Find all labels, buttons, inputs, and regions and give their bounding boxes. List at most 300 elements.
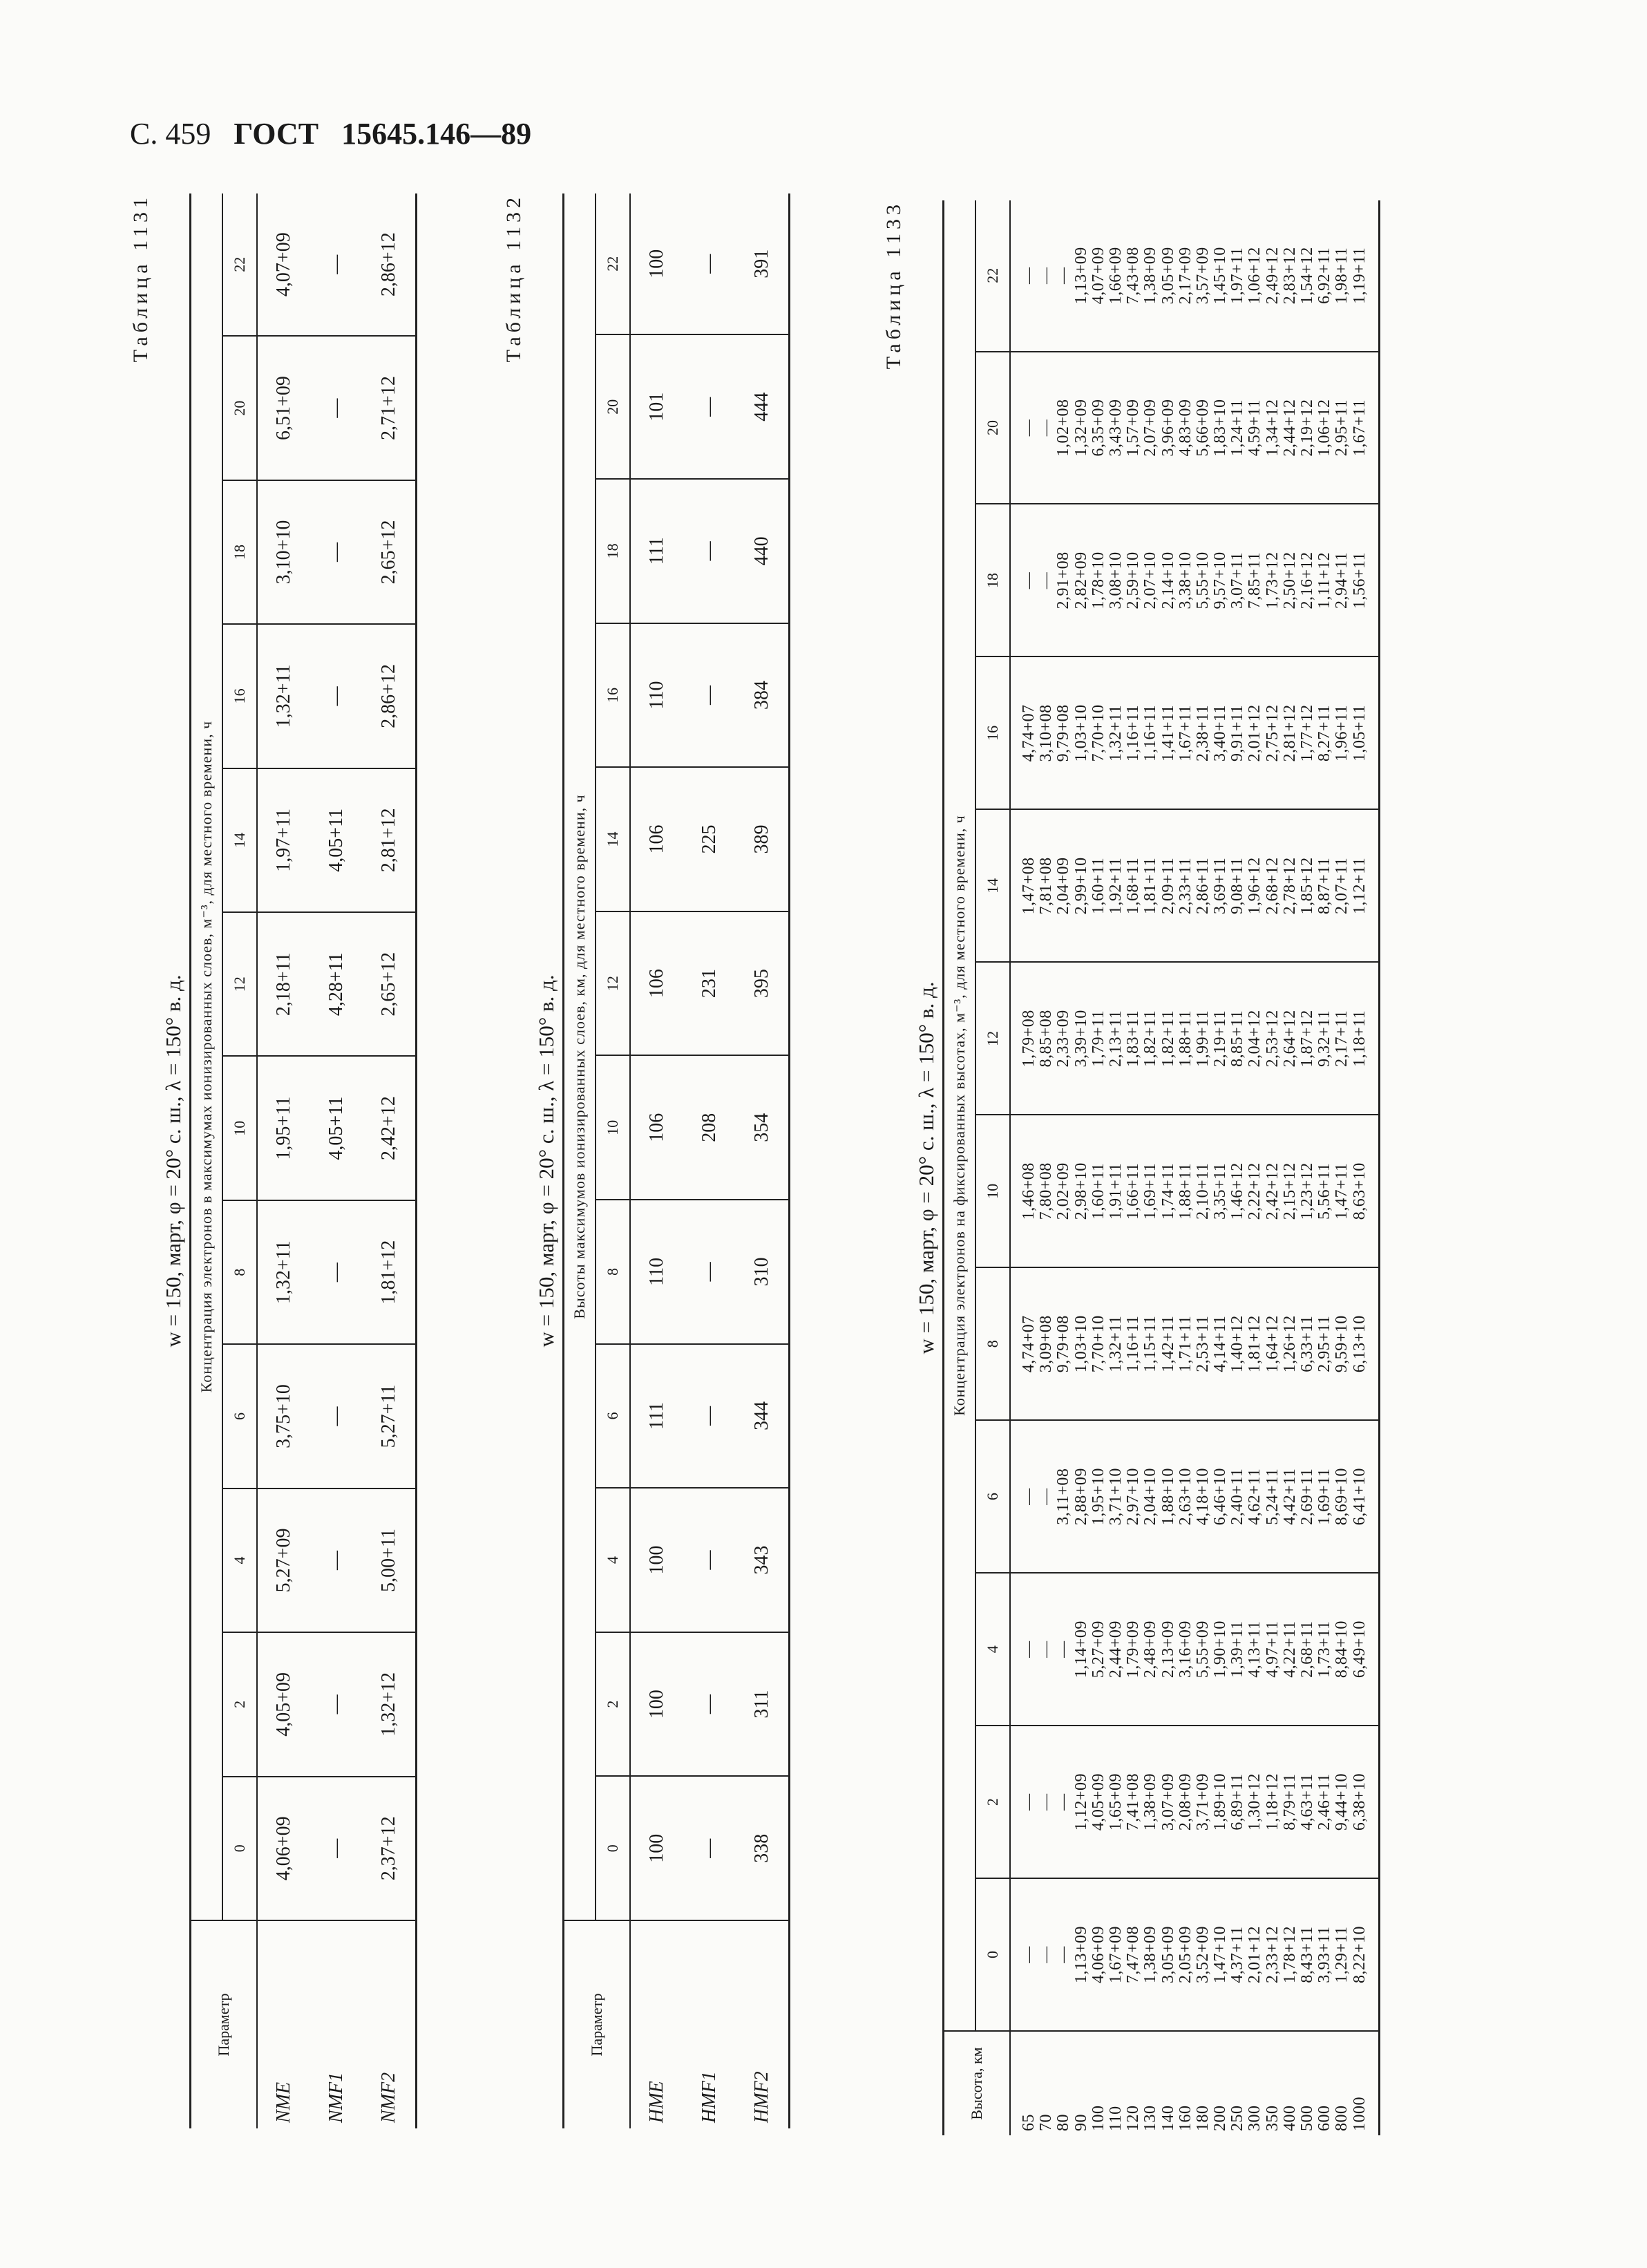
hour-header: 14 bbox=[222, 768, 257, 912]
table-cell: 6,51+09 bbox=[257, 336, 310, 480]
table-cell: 100 bbox=[630, 1488, 683, 1632]
table-cell: 1,69+11 bbox=[1141, 1162, 1160, 1220]
hour-header: 22 bbox=[975, 200, 1010, 352]
table-cell: 2,04+10 bbox=[1141, 1468, 1160, 1526]
table-cell: 2,17+09 bbox=[1176, 247, 1194, 305]
value-stack bbox=[1011, 504, 1378, 656]
hour-column bbox=[1010, 200, 1379, 352]
hour-header: 18 bbox=[975, 504, 1010, 656]
table-cell: 2,88+09 bbox=[1072, 1468, 1090, 1526]
table-cell: 2,59+10 bbox=[1124, 551, 1143, 609]
hour-column bbox=[1010, 1115, 1379, 1267]
hour-header: 0 bbox=[596, 1776, 630, 1920]
value-stack bbox=[1011, 200, 1378, 351]
page-number: С. 459 bbox=[130, 117, 211, 151]
table-cell: 1,46+08 bbox=[1020, 1162, 1038, 1220]
table-cell: 4,05+11 bbox=[310, 768, 363, 912]
height-value: 65 bbox=[1020, 2114, 1038, 2131]
height-value: 100 bbox=[1089, 2105, 1107, 2131]
table-cell: 3,05+09 bbox=[1159, 1926, 1177, 1984]
table-cell: 1,30+12 bbox=[1246, 1773, 1264, 1831]
table-cell: 1,41+11 bbox=[1159, 704, 1177, 762]
table-cell: 5,66+09 bbox=[1193, 399, 1212, 457]
table-cell: 310 bbox=[736, 1200, 790, 1344]
table-cell: 1,83+11 bbox=[1124, 1010, 1143, 1067]
height-value: 200 bbox=[1211, 2105, 1230, 2131]
hour-column bbox=[1010, 1573, 1379, 1726]
table-cell: 3,69+11 bbox=[1211, 857, 1230, 914]
table-cell: — bbox=[1037, 419, 1056, 437]
table-cell: 1,32+09 bbox=[1072, 399, 1090, 457]
table-cell: 1,79+08 bbox=[1020, 1010, 1038, 1068]
height-value: 1000 bbox=[1350, 2097, 1369, 2131]
table-cell: 3,10+08 bbox=[1037, 704, 1056, 762]
table-cell: 2,95+11 bbox=[1315, 1315, 1334, 1372]
hour-header: 18 bbox=[596, 479, 630, 623]
table-cell: 2,09+11 bbox=[1159, 857, 1177, 914]
table-cell: 8,43+11 bbox=[1298, 1926, 1316, 1983]
table-cell: — bbox=[310, 1777, 363, 1920]
table-cell: 7,41+08 bbox=[1124, 1773, 1143, 1831]
hour-header: 8 bbox=[222, 1200, 257, 1344]
table-cell: 3,71+09 bbox=[1193, 1773, 1212, 1831]
table-cell: 2,01+12 bbox=[1246, 704, 1264, 762]
table-row bbox=[310, 193, 363, 2128]
table-cell: 1,60+11 bbox=[1089, 857, 1107, 914]
height-value: 500 bbox=[1298, 2105, 1316, 2131]
table-cell: 231 bbox=[683, 911, 736, 1056]
table-cell: 1,71+11 bbox=[1176, 1315, 1194, 1372]
height-value: 140 bbox=[1159, 2105, 1177, 2131]
table-row bbox=[683, 193, 736, 2128]
table-cell: 1,95+11 bbox=[257, 1056, 310, 1200]
table-cell: 8,27+11 bbox=[1315, 704, 1334, 762]
table-caption: Таблица 1132 bbox=[502, 193, 525, 363]
table-cell: 1,67+09 bbox=[1106, 1926, 1125, 1984]
table-cell: 9,79+08 bbox=[1054, 1315, 1073, 1373]
table-cell: 7,81+08 bbox=[1037, 857, 1056, 915]
table-cell: 9,79+08 bbox=[1054, 704, 1073, 762]
table-cell: 1,88+11 bbox=[1176, 1010, 1194, 1067]
table-cell: — bbox=[1054, 1641, 1073, 1658]
table-cell: 2,18+11 bbox=[257, 912, 310, 1056]
table-cell: — bbox=[1020, 1641, 1038, 1658]
table-cell: 2,49+12 bbox=[1263, 247, 1282, 305]
height-value: 120 bbox=[1124, 2105, 1143, 2131]
table-cell: — bbox=[1020, 1488, 1038, 1505]
table-cell: 6,41+10 bbox=[1350, 1468, 1369, 1526]
table-cell: 2,48+09 bbox=[1141, 1620, 1160, 1679]
table-cell: — bbox=[683, 479, 736, 623]
table-cell: 1,03+10 bbox=[1072, 1315, 1090, 1373]
table-cell: 4,74+07 bbox=[1020, 704, 1038, 762]
table-cell: — bbox=[683, 1344, 736, 1489]
table-cell: 4,83+09 bbox=[1176, 399, 1194, 457]
table-cell: 2,19+12 bbox=[1298, 399, 1316, 457]
table-cell: 2,91+08 bbox=[1054, 551, 1073, 609]
table-cell: 2,50+12 bbox=[1280, 551, 1299, 609]
hour-column bbox=[1010, 656, 1379, 809]
table-cell: — bbox=[1037, 1946, 1056, 1963]
table-cell: 9,44+10 bbox=[1333, 1773, 1351, 1831]
table-cell: 6,13+10 bbox=[1350, 1315, 1369, 1373]
table-cell: 9,32+11 bbox=[1315, 1010, 1334, 1067]
table-cell: 2,65+12 bbox=[363, 480, 417, 624]
hour-header: 20 bbox=[222, 336, 257, 480]
page-header bbox=[130, 116, 546, 151]
table-cell: — bbox=[1054, 1793, 1073, 1811]
table-row bbox=[736, 193, 790, 2128]
table-cell: 1,03+10 bbox=[1072, 704, 1090, 762]
table-1133-block bbox=[877, 200, 1380, 2135]
param-name: NME bbox=[273, 2081, 294, 2123]
table-cell: 4,42+11 bbox=[1280, 1468, 1299, 1525]
height-value: 130 bbox=[1141, 2105, 1160, 2131]
value-stack bbox=[1011, 1115, 1378, 1267]
table-cell: 3,52+09 bbox=[1193, 1926, 1212, 1984]
table-cell: 1,57+09 bbox=[1124, 399, 1143, 457]
table-cell: 1,46+12 bbox=[1228, 1162, 1247, 1220]
table-cell: 1,96+11 bbox=[1333, 704, 1351, 762]
table-cell: 1,79+09 bbox=[1124, 1620, 1143, 1679]
table-cell: 1,24+11 bbox=[1228, 399, 1247, 457]
hour-header: 0 bbox=[975, 1878, 1010, 2031]
hour-column bbox=[1010, 352, 1379, 504]
table-cell: 2,82+09 bbox=[1072, 551, 1090, 609]
table-cell: 4,59+11 bbox=[1246, 399, 1264, 457]
table-cell: — bbox=[683, 1488, 736, 1632]
height-value: 80 bbox=[1054, 2114, 1073, 2131]
table-cell: 2,02+09 bbox=[1054, 1162, 1073, 1220]
table-cell: 2,08+09 bbox=[1176, 1773, 1194, 1831]
table-cell: 106 bbox=[630, 911, 683, 1056]
table-cell: 2,13+11 bbox=[1106, 1010, 1125, 1067]
table-cell: 1,06+12 bbox=[1246, 247, 1264, 305]
table-cell: 1,12+11 bbox=[1350, 857, 1369, 914]
table-cell: 1,54+12 bbox=[1298, 247, 1316, 305]
table-cell: 4,37+11 bbox=[1228, 1926, 1247, 1983]
table-cell: 2,33+12 bbox=[1263, 1926, 1282, 1984]
table-cell: — bbox=[310, 336, 363, 480]
table-cell: 440 bbox=[736, 479, 790, 623]
value-stack bbox=[1011, 352, 1378, 504]
table-cell: 4,97+11 bbox=[1263, 1620, 1282, 1678]
table-cell: 3,57+09 bbox=[1193, 247, 1212, 305]
table-cell: 4,22+11 bbox=[1280, 1620, 1299, 1678]
value-stack bbox=[1011, 1574, 1378, 1725]
table-cell: 3,43+09 bbox=[1106, 399, 1125, 457]
table-cell: 1,81+12 bbox=[1246, 1315, 1264, 1373]
table-cell: 1,32+11 bbox=[257, 624, 310, 768]
table-cell: — bbox=[1020, 267, 1038, 285]
table-cell: 1,18+11 bbox=[1350, 1010, 1369, 1067]
table-cell: 3,40+11 bbox=[1211, 704, 1230, 762]
hour-column bbox=[1010, 1420, 1379, 1573]
table-cell: 2,64+12 bbox=[1280, 1010, 1299, 1068]
table-cell: 2,44+12 bbox=[1280, 399, 1299, 457]
hour-header: 8 bbox=[596, 1200, 630, 1344]
table-cell: — bbox=[683, 623, 736, 768]
table-cell: 1,89+10 bbox=[1211, 1773, 1230, 1831]
table-cell: 2,65+12 bbox=[363, 912, 417, 1056]
table-cell: 2,98+10 bbox=[1072, 1162, 1090, 1220]
table-cell: 8,22+10 bbox=[1350, 1926, 1369, 1984]
table-cell: — bbox=[683, 1632, 736, 1777]
table-cell: 1,96+12 bbox=[1246, 857, 1264, 915]
table-cell: — bbox=[310, 1344, 363, 1488]
hour-header: 16 bbox=[222, 624, 257, 768]
table-cell: — bbox=[1020, 571, 1038, 589]
table-cell: 3,09+08 bbox=[1037, 1315, 1056, 1373]
param-name: HMF2 bbox=[751, 2071, 772, 2123]
table-cell: 6,92+11 bbox=[1315, 247, 1334, 304]
table-cell: 4,14+11 bbox=[1211, 1315, 1230, 1372]
table-cell: 6,33+11 bbox=[1298, 1315, 1316, 1372]
table-cell: 7,47+08 bbox=[1124, 1926, 1143, 1984]
hour-header: 14 bbox=[975, 809, 1010, 962]
table-cell: 3,07+11 bbox=[1228, 551, 1247, 609]
table-cell: 4,28+11 bbox=[310, 912, 363, 1056]
height-value: 600 bbox=[1315, 2105, 1334, 2131]
table-cell: 1,78+12 bbox=[1280, 1926, 1299, 1984]
hour-header: 18 bbox=[222, 480, 257, 624]
table-cell: 106 bbox=[630, 1055, 683, 1200]
table-cell: 343 bbox=[736, 1488, 790, 1632]
table-cell: 3,39+10 bbox=[1072, 1010, 1090, 1068]
table-cell: 5,27+11 bbox=[363, 1344, 417, 1488]
table-cell: 1,32+11 bbox=[1106, 704, 1125, 762]
table-cell: 1,16+11 bbox=[1141, 704, 1160, 762]
hour-header: 10 bbox=[975, 1115, 1010, 1267]
table-cell: 9,57+10 bbox=[1211, 551, 1230, 609]
table-cell: 1,85+12 bbox=[1298, 857, 1316, 915]
table-cell: 3,10+10 bbox=[257, 480, 310, 624]
value-stack bbox=[1011, 810, 1378, 961]
table-cell: 344 bbox=[736, 1344, 790, 1489]
param-name: NMF1 bbox=[325, 2072, 347, 2123]
table-cell: 1,11+12 bbox=[1315, 551, 1334, 609]
table-cell: 8,85+11 bbox=[1228, 1010, 1247, 1067]
height-header: Высота, км bbox=[944, 2031, 1011, 2135]
table-cell: 6,89+11 bbox=[1228, 1773, 1247, 1831]
table-cell: 1,66+11 bbox=[1124, 1162, 1143, 1220]
table-cell: 8,84+10 bbox=[1333, 1620, 1351, 1679]
table-cell: 391 bbox=[736, 193, 790, 334]
table-cell: 1,32+12 bbox=[363, 1632, 417, 1776]
value-stack bbox=[1011, 1879, 1378, 2030]
table-cell: 2,16+12 bbox=[1298, 551, 1316, 609]
table-cell: 8,69+10 bbox=[1333, 1468, 1351, 1526]
hour-header: 6 bbox=[975, 1420, 1010, 1573]
table-cell: 2,69+11 bbox=[1298, 1468, 1316, 1525]
value-stack bbox=[1011, 1268, 1378, 1419]
table-cell: 2,22+12 bbox=[1246, 1162, 1264, 1220]
table-cell: — bbox=[310, 1632, 363, 1776]
table-cell: 1,67+11 bbox=[1350, 399, 1369, 457]
table-cell: 5,27+09 bbox=[1089, 1620, 1107, 1679]
table-cell: 100 bbox=[630, 1776, 683, 1920]
table-cell: 4,07+09 bbox=[1089, 247, 1107, 305]
table-cell: 1,97+11 bbox=[1228, 247, 1247, 304]
table-cell: 1,23+12 bbox=[1298, 1162, 1316, 1220]
table-cell: 9,59+10 bbox=[1333, 1315, 1351, 1373]
table-cell: 2,75+12 bbox=[1263, 704, 1282, 762]
hour-column bbox=[1010, 1267, 1379, 1420]
table-cell: 225 bbox=[683, 767, 736, 911]
table-cell: 2,97+10 bbox=[1124, 1468, 1143, 1526]
table-cell: 1,64+12 bbox=[1263, 1315, 1282, 1373]
table-cell: 8,63+10 bbox=[1350, 1162, 1369, 1220]
hour-header: 16 bbox=[975, 656, 1010, 809]
table-cell: 1,60+11 bbox=[1089, 1162, 1107, 1220]
table-cell: — bbox=[1020, 419, 1038, 437]
table-cell: 208 bbox=[683, 1055, 736, 1200]
table-cell: 7,85+11 bbox=[1246, 551, 1264, 609]
hour-header: 10 bbox=[222, 1056, 257, 1200]
height-value: 300 bbox=[1246, 2105, 1264, 2131]
hour-header: 20 bbox=[975, 352, 1010, 504]
table-cell: 2,33+09 bbox=[1054, 1010, 1073, 1068]
table-cell: 2,17+11 bbox=[1333, 1010, 1351, 1067]
table-cell: 1,38+09 bbox=[1141, 1773, 1160, 1831]
table-cell: 1,34+12 bbox=[1263, 399, 1282, 457]
table-cell: 8,87+11 bbox=[1315, 857, 1334, 914]
table-cell: 2,10+11 bbox=[1193, 1162, 1212, 1220]
table-cell: 2,81+12 bbox=[363, 768, 417, 912]
table-cell: — bbox=[310, 1200, 363, 1344]
table-cell: 101 bbox=[630, 334, 683, 479]
table-cell: 1,38+09 bbox=[1141, 247, 1160, 305]
table-cell: — bbox=[310, 1489, 363, 1632]
table-cell: 7,80+08 bbox=[1037, 1162, 1056, 1220]
table-cell: 1,88+10 bbox=[1159, 1468, 1177, 1526]
table-cell: 2,13+09 bbox=[1159, 1620, 1177, 1679]
table-cell: 444 bbox=[736, 334, 790, 479]
table-cell: 111 bbox=[630, 1344, 683, 1489]
table-cell: 2,99+10 bbox=[1072, 857, 1090, 915]
table-cell: 4,63+11 bbox=[1298, 1773, 1316, 1831]
table-cell: 1,39+11 bbox=[1228, 1620, 1247, 1678]
height-value: 350 bbox=[1263, 2105, 1282, 2131]
table-cell: — bbox=[683, 1200, 736, 1344]
table-cell: 389 bbox=[736, 767, 790, 911]
table-cell: 1,73+12 bbox=[1263, 551, 1282, 609]
table-cell: 9,91+11 bbox=[1228, 704, 1247, 762]
table-subtitle: w = 150, март, φ = 20° с. ш., λ = 150° в. д. bbox=[534, 974, 558, 1348]
table-cell: 7,70+10 bbox=[1089, 704, 1107, 762]
table-cell: 100 bbox=[630, 193, 683, 334]
param-header: Параметр bbox=[564, 1920, 631, 2128]
table-cell: 2,19+11 bbox=[1211, 1010, 1230, 1067]
table-cell: 6,46+10 bbox=[1211, 1468, 1230, 1526]
table-cell: 2,46+11 bbox=[1315, 1773, 1334, 1831]
table-cell: 2,38+11 bbox=[1193, 704, 1212, 762]
hour-header: 12 bbox=[222, 912, 257, 1056]
table-cell: 2,86+11 bbox=[1193, 857, 1212, 914]
table-cell: 1,38+09 bbox=[1141, 1926, 1160, 1984]
table-cell: 5,00+11 bbox=[363, 1489, 417, 1632]
table-cell: 1,98+11 bbox=[1333, 247, 1351, 304]
table-cell: 384 bbox=[736, 623, 790, 768]
table-row bbox=[257, 193, 310, 2128]
table-cell: 1,13+09 bbox=[1072, 1926, 1090, 1984]
table-cell: 4,18+10 bbox=[1193, 1468, 1212, 1526]
table-cell: 2,40+11 bbox=[1228, 1468, 1247, 1525]
table-cell: 2,07+09 bbox=[1141, 399, 1160, 457]
table-cell: 1,42+11 bbox=[1159, 1315, 1177, 1372]
table-cell: 2,14+10 bbox=[1159, 551, 1177, 609]
table-subtitle: w = 150, март, φ = 20° с. ш., λ = 150° в. д. bbox=[161, 974, 185, 1348]
table-cell: 2,63+10 bbox=[1176, 1468, 1194, 1526]
table-cell: 1,99+11 bbox=[1193, 1010, 1212, 1067]
hour-header: 6 bbox=[596, 1344, 630, 1489]
table-cell: 110 bbox=[630, 1200, 683, 1344]
table-row bbox=[630, 193, 683, 2128]
table-cell: 6,49+10 bbox=[1350, 1620, 1369, 1679]
table-cell: 2,42+12 bbox=[1263, 1162, 1282, 1220]
table-cell: — bbox=[1037, 1488, 1056, 1505]
hour-header: 8 bbox=[975, 1267, 1010, 1420]
table-cell: 4,06+09 bbox=[1089, 1926, 1107, 1984]
hour-header: 4 bbox=[975, 1573, 1010, 1726]
table-cell: — bbox=[310, 480, 363, 624]
table-cell: — bbox=[683, 1776, 736, 1920]
table-cell: 1,19+11 bbox=[1350, 247, 1369, 304]
table-cell: 5,24+11 bbox=[1263, 1468, 1282, 1525]
table-cell: — bbox=[1037, 1793, 1056, 1811]
table-cell: 2,68+12 bbox=[1263, 857, 1282, 915]
hour-header: 10 bbox=[596, 1055, 630, 1200]
table-cell: 1,02+08 bbox=[1054, 399, 1073, 457]
table-cell: 1,56+11 bbox=[1350, 551, 1369, 609]
table-cell: 4,05+09 bbox=[1089, 1773, 1107, 1831]
height-value: 250 bbox=[1228, 2105, 1247, 2131]
table-cell: 2,04+12 bbox=[1246, 1010, 1264, 1068]
table-cell: 8,79+11 bbox=[1280, 1773, 1299, 1831]
table-cell: 2,53+11 bbox=[1193, 1315, 1212, 1372]
hour-header: 22 bbox=[596, 193, 630, 334]
table-cell: 4,13+11 bbox=[1246, 1620, 1264, 1678]
table-cell: 1,29+11 bbox=[1333, 1926, 1351, 1983]
table-cell: 354 bbox=[736, 1055, 790, 1200]
table-1132-block bbox=[497, 193, 790, 2128]
table-cell: 4,74+07 bbox=[1020, 1315, 1038, 1373]
table-cell: 3,11+08 bbox=[1054, 1468, 1073, 1525]
table-1133 bbox=[942, 200, 1380, 2135]
table-cell: 3,16+09 bbox=[1176, 1620, 1194, 1679]
table-cell: 1,47+11 bbox=[1333, 1162, 1351, 1220]
table-cell: 1,83+10 bbox=[1211, 399, 1230, 457]
hour-column bbox=[1010, 962, 1379, 1115]
table-cell: — bbox=[310, 193, 363, 336]
table-cell: 2,68+11 bbox=[1298, 1620, 1316, 1678]
table-cell: 5,27+09 bbox=[257, 1489, 310, 1632]
table-cell: — bbox=[1037, 1641, 1056, 1658]
table-cell: 1,16+11 bbox=[1124, 704, 1143, 762]
table-cell: 1,32+11 bbox=[257, 1200, 310, 1344]
table-cell: 2,86+12 bbox=[363, 193, 417, 336]
hour-header: 14 bbox=[596, 767, 630, 911]
table-cell: 1,73+11 bbox=[1315, 1620, 1334, 1678]
table-cell: 1,18+12 bbox=[1263, 1773, 1282, 1831]
table-cell: 2,42+12 bbox=[363, 1056, 417, 1200]
table-cell: 2,95+11 bbox=[1333, 399, 1351, 457]
table-cell: 1,77+12 bbox=[1298, 704, 1316, 762]
table-caption: Таблица 1131 bbox=[129, 193, 152, 363]
height-column bbox=[1010, 2031, 1379, 2135]
table-cell: 3,93+11 bbox=[1315, 1926, 1334, 1983]
table-cell: — bbox=[310, 624, 363, 768]
